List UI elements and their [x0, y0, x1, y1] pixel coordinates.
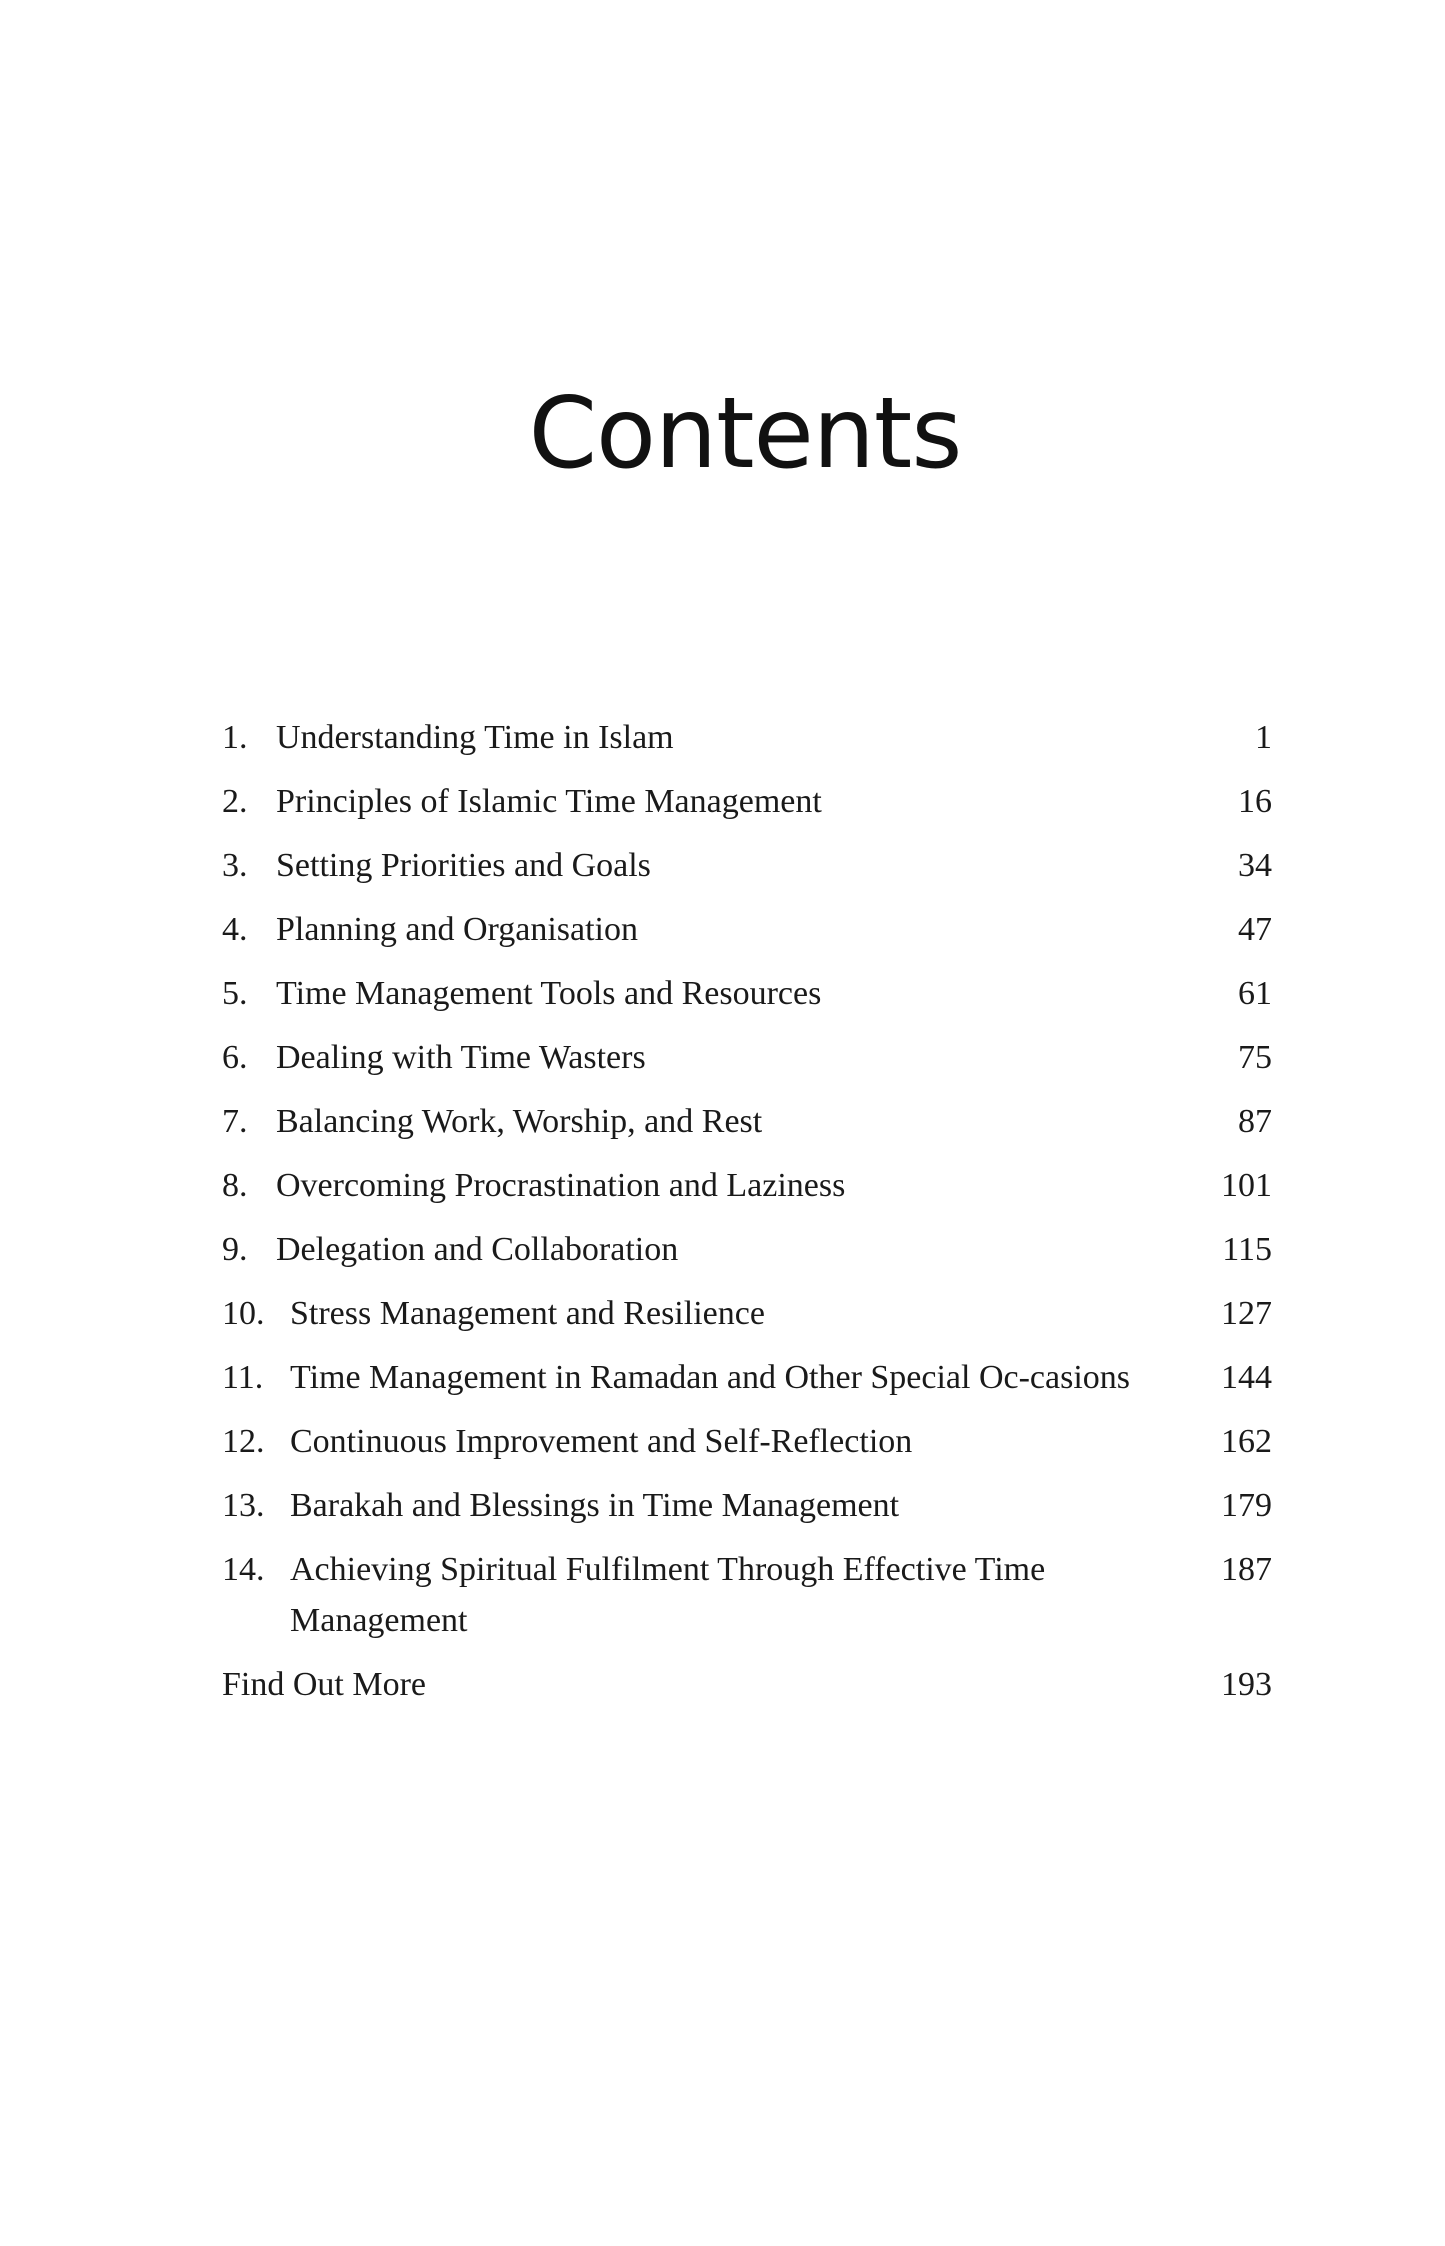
toc-entry-14: [222, 1544, 1272, 1646]
entry-page: 75: [1238, 1039, 1272, 1076]
entry-title: Time Management in Ramadan and Other Special Oc-casions: [290, 1359, 1131, 1396]
toc-entry-12: [222, 1416, 1272, 1467]
toc-entry-13: [222, 1480, 1272, 1531]
entry-number: 10.: [222, 1295, 265, 1332]
toc-entry-3: [222, 840, 1272, 891]
entry-title: Dealing with Time Wasters: [276, 1039, 646, 1076]
entry-title: Overcoming Procrastination and Laziness: [276, 1167, 846, 1204]
entry-page: 101: [1221, 1167, 1272, 1204]
entry-title: Barakah and Blessings in Time Management: [290, 1487, 900, 1524]
entry-number: 3.: [222, 847, 248, 884]
entry-number: 12.: [222, 1423, 265, 1460]
entry-title: Understanding Time in Islam: [276, 719, 674, 756]
entry-page: 193: [1221, 1666, 1272, 1703]
entry-number: 1.: [222, 719, 248, 756]
entry-page: 61: [1238, 975, 1272, 1012]
entry-page: 115: [1222, 1231, 1272, 1268]
entry-number: 8.: [222, 1167, 248, 1204]
entry-number: 6.: [222, 1039, 248, 1076]
entry-page: 34: [1238, 847, 1272, 884]
entry-number: 5.: [222, 975, 248, 1012]
entry-title: Time Management Tools and Resources: [276, 975, 822, 1012]
toc-entry-1: [222, 712, 1272, 763]
entry-page: 16: [1238, 783, 1272, 820]
entry-page: 162: [1221, 1423, 1272, 1460]
entry-number: 9.: [222, 1231, 248, 1268]
entry-page: 47: [1238, 911, 1272, 948]
entry-title: Delegation and Collaboration: [276, 1231, 679, 1268]
entry-number: 14.: [222, 1551, 265, 1588]
entry-number: 4.: [222, 911, 248, 948]
entry-page: 1: [1255, 719, 1272, 756]
entry-number: 2.: [222, 783, 248, 820]
table-of-contents: [222, 712, 1272, 1723]
entry-page: 127: [1221, 1295, 1272, 1332]
entry-page: 187: [1221, 1551, 1272, 1588]
page-title: Contents: [528, 377, 962, 491]
entry-title: Principles of Islamic Time Management: [276, 783, 822, 820]
entry-number: 11.: [222, 1359, 264, 1396]
toc-entry-7: [222, 1096, 1272, 1147]
entry-page: 144: [1221, 1359, 1272, 1396]
entry-title: Find Out More: [222, 1666, 426, 1703]
entry-page: 87: [1238, 1103, 1272, 1140]
toc-entry-4: [222, 904, 1272, 955]
toc-entry-find-out-more: [222, 1659, 1272, 1710]
entry-title: Continuous Improvement and Self-Reflection: [290, 1423, 913, 1460]
entry-title: Stress Management and Resilience: [290, 1295, 765, 1332]
entry-title: Achieving Spiritual Fulfilment Through Effective Time Management: [290, 1551, 1046, 1639]
toc-entry-6: [222, 1032, 1272, 1083]
toc-entry-10: [222, 1288, 1272, 1339]
toc-entry-5: [222, 968, 1272, 1019]
entry-number: 7.: [222, 1103, 248, 1140]
entry-title: Planning and Organisation: [276, 911, 638, 948]
entry-title: Setting Priorities and Goals: [276, 847, 651, 884]
toc-entry-9: [222, 1224, 1272, 1275]
entry-number: 13.: [222, 1487, 265, 1524]
toc-entry-8: [222, 1160, 1272, 1211]
entry-page: 179: [1221, 1487, 1272, 1524]
entry-title: Balancing Work, Worship, and Rest: [276, 1103, 763, 1140]
toc-entry-11: [222, 1352, 1272, 1403]
toc-entry-2: [222, 776, 1272, 827]
